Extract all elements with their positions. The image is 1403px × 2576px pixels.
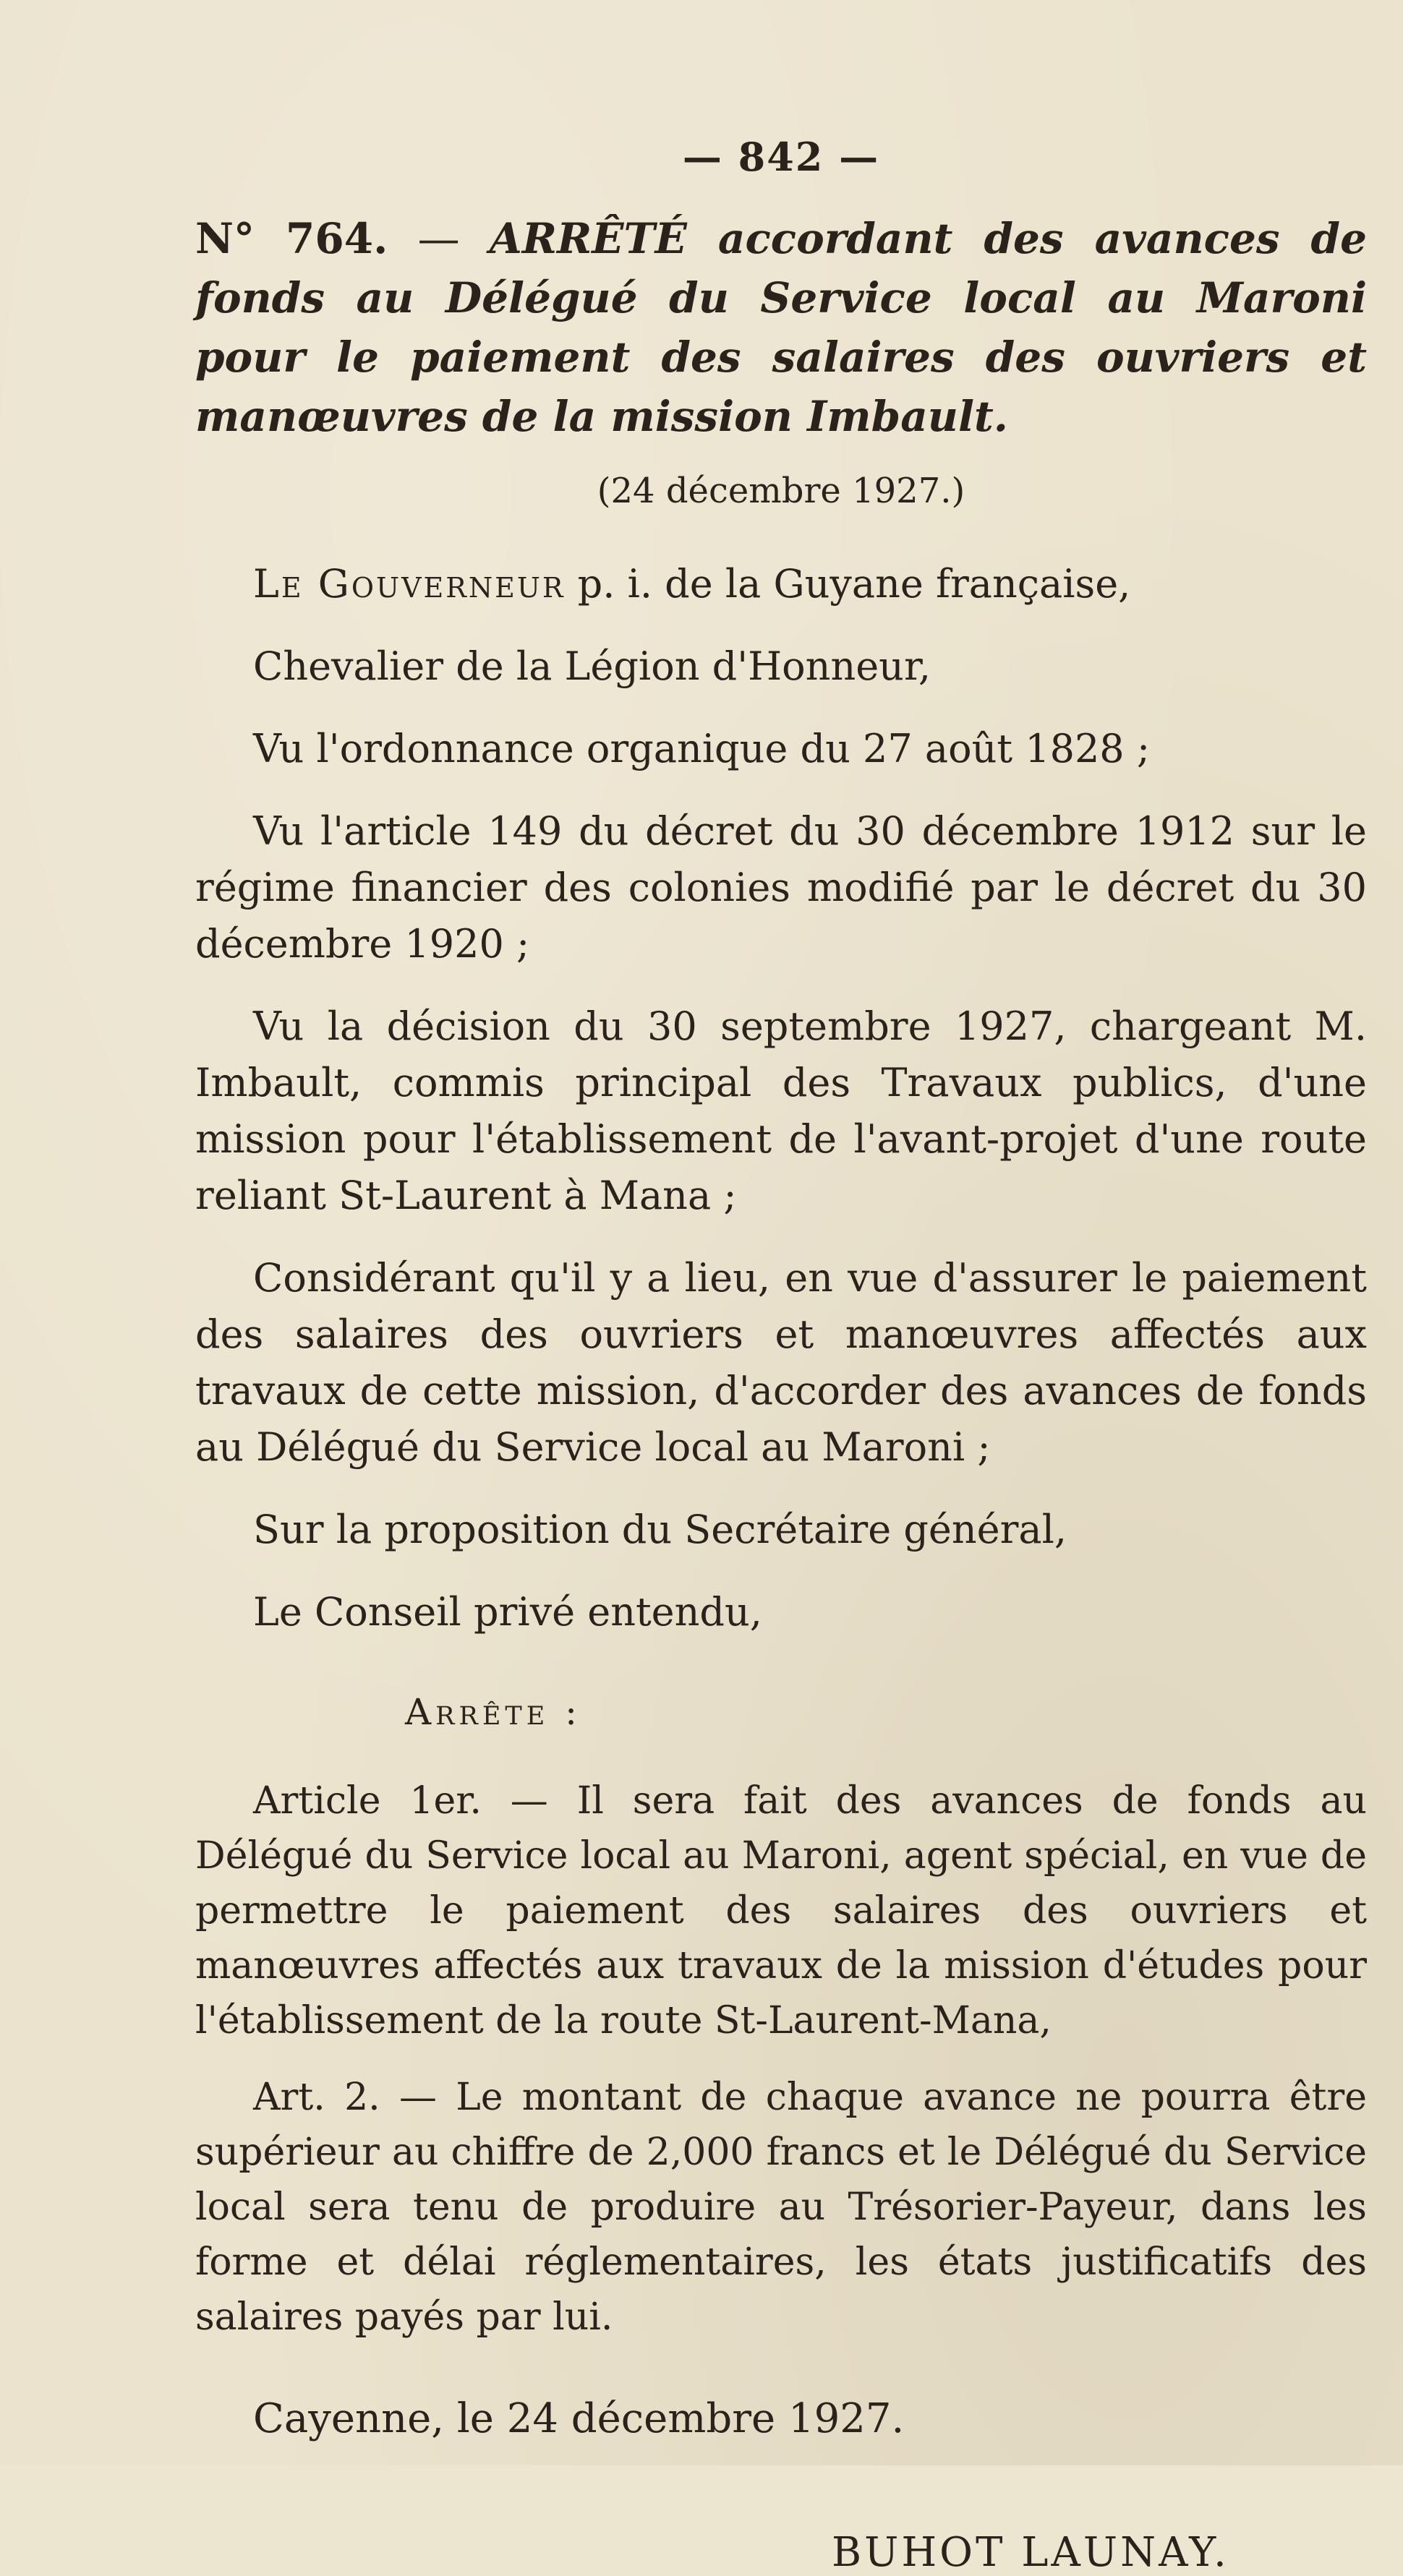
article-1 <box>195 1773 1367 2048</box>
article-2-label: Art. 2. — <box>253 2076 456 2119</box>
article-1-text: Il sera fait des avances de fonds au Délégué du Service local au Maroni, agent spécial, en vue de permettre le paiement des salaires des ouvriers et manœuvres affectés aux travaux de la mission d'études pour l'établissement de la route St-Laurent-Mana, <box>195 1779 1367 2042</box>
decree-date: (24 décembre 1927.) <box>597 471 965 511</box>
signature: BUHOT LAUNAY. <box>832 2529 1229 2576</box>
header-dash: — <box>388 214 490 263</box>
page-number: — 842 — <box>682 134 880 180</box>
page-content <box>195 134 1367 2576</box>
article-1-label: Article 1er. — <box>253 1779 577 1823</box>
conseil-line: Le Conseil privé entendu, <box>253 1589 762 1635</box>
governor-line <box>195 556 1367 612</box>
article-2 <box>195 2070 1367 2345</box>
vu-article: Vu l'article 149 du décret du 30 décembre 1912 sur le régime financier des colonies modifié par le décret du 30 décembre 1920 ; <box>195 808 1367 967</box>
chevalier-line: Chevalier de la Légion d'Honneur, <box>253 643 931 689</box>
decree-number: N° 764. <box>195 214 388 263</box>
considerant-paragraph: Considérant qu'il y a lieu, en vue d'assurer le paiement des salaires des ouvriers et manœuvres affectés aux travaux de cette mission, d'accorder des avances de fonds au Délégué du Service local au Maroni ; <box>195 1255 1367 1470</box>
decree-title-word: ARRÊTÉ <box>489 214 687 263</box>
vu-decision: Vu la décision du 30 septembre 1927, chargeant M. Imbault, commis principal des Travaux publics, d'une mission pour l'établissement de l'avant-projet d'une route reliant St-Laurent à Mana ; <box>195 1004 1367 1218</box>
governor-rest: p. i. de la Guyane française, <box>565 561 1131 607</box>
proposition-line: Sur la proposition du Secrétaire général, <box>253 1507 1067 1552</box>
article-2-text: Le montant de chaque avance ne pourra être supérieur au chiffre de 2,000 francs et le Délégué du Service local sera tenu de produire au Trésorier-Payeur, dans les forme et délai réglementaires, les états justificatifs des salaires payés par lui. <box>195 2076 1367 2339</box>
vu-ordonnance: Vu l'ordonnance organique du 27 août 1828 ; <box>253 726 1151 771</box>
decree-title: accordant des avances de fonds au Délégué du Service local au Maroni pour le paiement des salaires des ouvriers et manœuvres de la mission Imbault. <box>195 214 1367 441</box>
place-date: Cayenne, le 24 décembre 1927. <box>253 2395 905 2442</box>
arrete-heading: Arrête : <box>405 1691 581 1733</box>
decree-header <box>195 209 1367 446</box>
governor-title: Le Gouverneur <box>253 561 566 607</box>
